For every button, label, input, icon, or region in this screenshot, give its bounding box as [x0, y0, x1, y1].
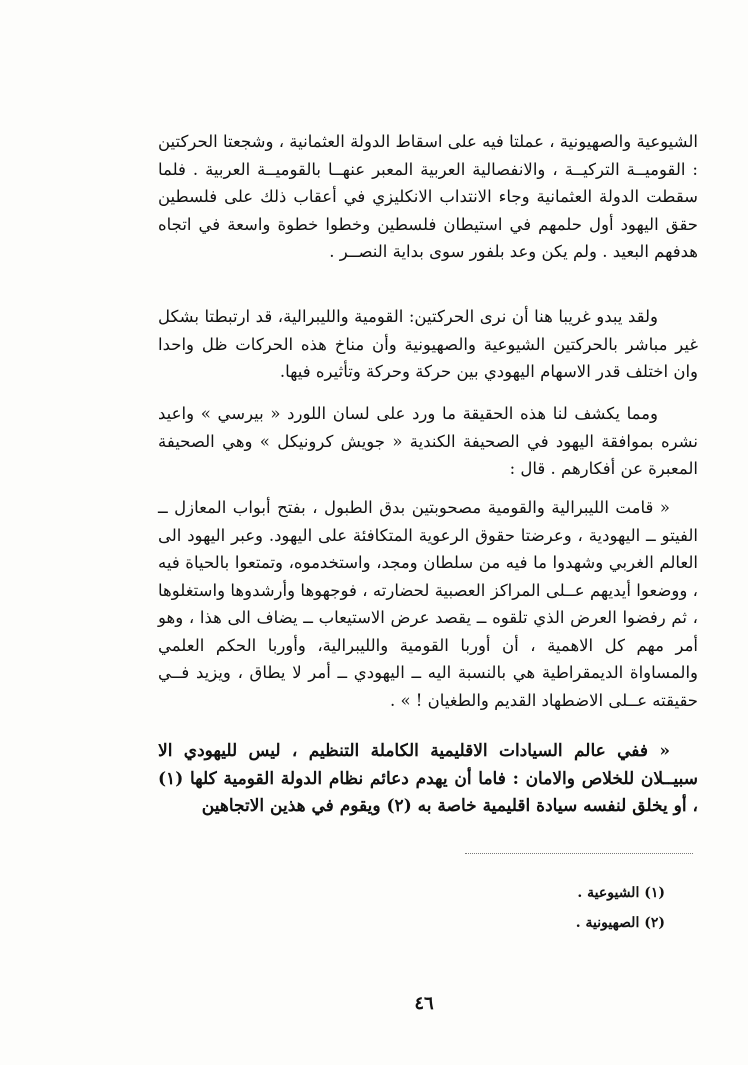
footnote-2: (٢) الصهيونية . — [575, 915, 665, 931]
page-number: ٤٦ — [414, 993, 434, 1014]
paragraph-5-quote: « ففي عالم السيادات الاقليمية الكاملة التنظيم ، ليس لليهودي الا سبيــلان للخلاص والامان : فاما أن يهدم دعائم نظام الدولة القومية كلها (١) ، أو يخلق لنفسه سيادة اقليمية خاصة به (٢) ويقوم في هذين الاتجاهين — [158, 741, 698, 816]
paragraph-1: الشيوعية والصهيونية ، عملتا فيه على اسقاط الدولة العثمانية ، وشجعتا الحركتين : القوميــة التركيــة ، والانفصالية العربية المعبر عنهــا بالقوميــة العربية . فلما سقطت الدولة العثمانية وجاء الانتداب الانكليزي في أعقاب ذلك على فلسطين حقق اليهود أول حلمهم في استيطان فلسطين وخطوا خطوة واسعة في اتجاه هدفهم البعيد . ولم يكن وعد بلفور سوى بداية النصــر . — [158, 132, 698, 261]
paragraph-4-quote: « قامت الليبرالية والقومية مصحوبتين بدق الطبول ، بفتح أبواب المعازل ــ الفيتو ــ اليهودية ، وعرضتا حقوق الرعوية المتكافئة على اليهود. وعبر اليهود الى العالم الغربي وشهدوا ما فيه من سلطان ومجد، واستخدموه، وتمتعوا بالحياة فيه ، ووضعوا أيديهم عــلى المراكز العصبية لحضارته ، فوجهوها وأرشدوها واستغلوها ، ثم رفضوا العرض الذي تلقوه ــ يقصد عرض الاستيعاب ــ يضاف الى هذا ، وهو أمر مهم كل الاهمية ، أن أوربا القومية والليبرالية، وأوربا الحكم العلمي والمساواة الديمقراطية هي بالنسبة اليه ــ اليهودي ــ أمر لا يطاق ، ويزيد فــي حقيقته عــلى الاضطهاد القديم والطغيان ! » . — [158, 498, 698, 710]
footnotes — [400, 878, 665, 938]
footnote-1: (١) الشيوعية . — [577, 885, 665, 901]
footnote-separator — [465, 853, 693, 854]
paragraph-2: ولقد يبدو غريبا هنا أن نرى الحركتين: القومية والليبرالية، قد ارتبطتا بشكل غير مباشر بالحركتين الشيوعية والصهيونية وأن مناخ هذه الحركات ظل واحدا وان اختلف قدر الاسهام اليهودي بين حركة وحركة وتأثيره فيها. — [158, 307, 698, 381]
paragraph-3: ومما يكشف لنا هذه الحقيقة ما ورد على لسان اللورد « بيرسي » واعيد نشره بموافقة اليهود في الصحيفة الكندية « جويش كرونيكل » وهي الصحيفة المعبرة عن أفكارهم . قال : — [158, 404, 698, 478]
